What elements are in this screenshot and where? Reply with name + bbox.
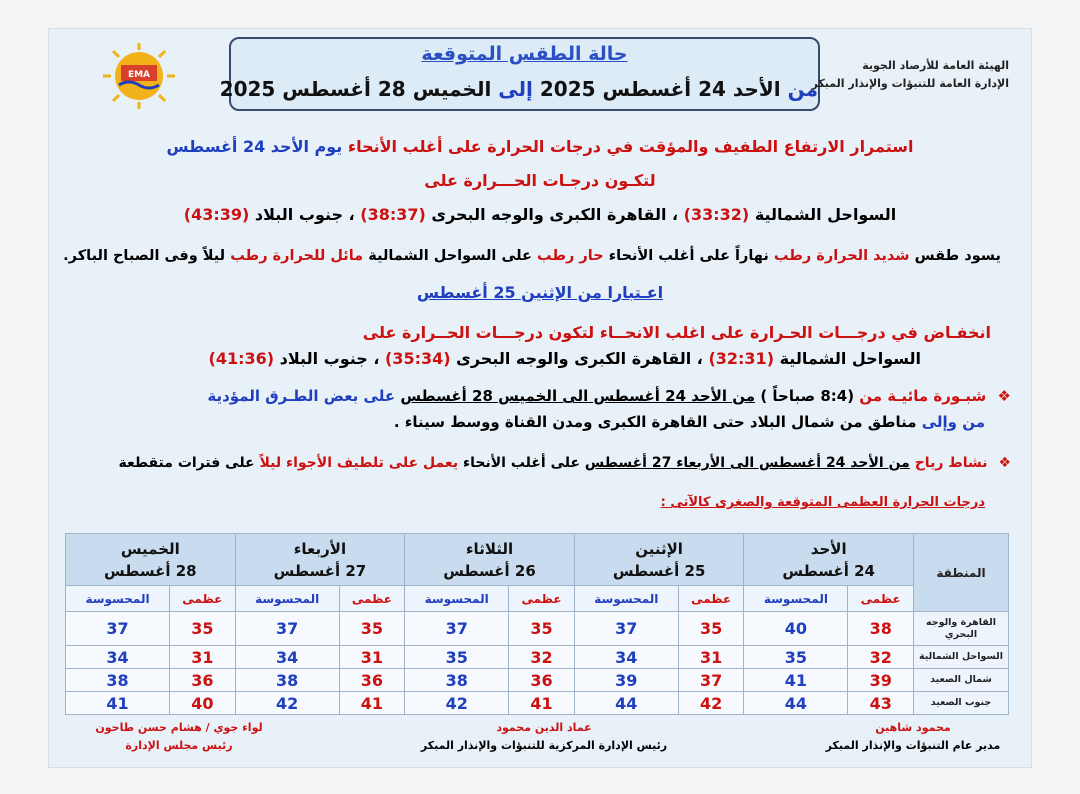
table-row [66, 612, 1009, 646]
region-name: شمال الصعيد [914, 669, 1009, 692]
section3-line1: انخفـاض في درجـــات الحـرارة على اغلب الانحــاء لتكون درجـــات الحــرارة على [362, 323, 991, 342]
max-value: 43 [848, 692, 914, 715]
organization-name: الهيئة العامة للأرصاد الجوية الإدارة العامة للتنبؤات والإنذار المبكر [811, 59, 1009, 90]
feels-like-value: 44 [574, 692, 678, 715]
max-value: 39 [848, 669, 914, 692]
bullet2-line: ❖ نشاط رياح من الأحد 24 أغسطس الى الأربعاء 27 أغسطس على أغلب الأنحاء يعمل على تلطيف الأجواء ليلاً على فترات متقطعة [118, 455, 1011, 471]
feels-like-value: 42 [235, 692, 339, 715]
day-header: الأحد 24 أغسطس [744, 534, 914, 586]
feels-like-value: 35 [405, 646, 509, 669]
feels-like-label: المحسوسة [574, 586, 678, 612]
title-box [219, 37, 820, 111]
day-header: الإثنين 25 أغسطس [574, 534, 744, 586]
feels-like-value: 41 [66, 692, 170, 715]
date-range: من الأحد 24 أغسطس 2025 إلى الخميس 28 أغسطس 2025 [219, 77, 818, 101]
region-name: جنوب الصعيد [914, 692, 1009, 715]
feels-like-value: 37 [405, 612, 509, 646]
max-value: 32 [509, 646, 575, 669]
feels-like-label: المحسوسة [235, 586, 339, 612]
section3-heading: اعـتبارا من الإثنين 25 أغسطس [416, 283, 664, 302]
table-caption: درجات الحرارة العظمى المتوقعة والصغرى كالآتى : [660, 495, 985, 510]
max-value: 41 [339, 692, 405, 715]
max-value: 31 [170, 646, 236, 669]
region-name: القاهرة والوجه البحري [914, 612, 1009, 646]
max-label: عظمى [509, 586, 575, 612]
max-value: 31 [339, 646, 405, 669]
forecast-document [48, 28, 1032, 768]
feels-like-value: 37 [574, 612, 678, 646]
section1-line1: استمرار الارتفاع الطفيف والمؤقت في درجات الحرارة على أغلب الأنحاء يوم الأحد 24 أغسطس [166, 137, 914, 156]
signature-center: عماد الدين محمود رئيس الإدارة المركزية للتنبؤات والإنذار المبكر [420, 721, 668, 752]
feels-like-value: 35 [744, 646, 848, 669]
feels-like-value: 37 [235, 612, 339, 646]
bullet1-diamond-icon: ❖ [997, 387, 1011, 405]
max-value: 31 [678, 646, 744, 669]
bullet2-diamond-icon: ❖ [998, 455, 1011, 471]
max-label: عظمى [170, 586, 236, 612]
feels-like-value: 41 [744, 669, 848, 692]
day-header: الخميس 28 أغسطس [66, 534, 236, 586]
table-row [66, 669, 1009, 692]
feels-like-value: 37 [66, 612, 170, 646]
max-value: 38 [848, 612, 914, 646]
feels-like-value: 42 [405, 692, 509, 715]
region-header: المنطقة [914, 534, 1009, 612]
logo-text: EMA [127, 70, 151, 80]
ema-logo [89, 41, 189, 111]
feels-like-value: 34 [574, 646, 678, 669]
feels-like-label: المحسوسة [744, 586, 848, 612]
max-label: عظمى [339, 586, 405, 612]
bullet1-line2: من وإلى مناطق من شمال البلاد حتى القاهرة الكبرى ومدن القناة ووسط سيناء . [393, 413, 985, 431]
max-value: 36 [170, 669, 236, 692]
signature-left: لواء جوي / هشام حسن طاحون رئيس مجلس الإدارة [95, 721, 263, 752]
section1-line2: لتكـون درجـات الحـــرارة على [424, 171, 656, 190]
max-value: 35 [509, 612, 575, 646]
max-value: 35 [339, 612, 405, 646]
section2-line: يسود طقس شديد الحرارة رطب نهاراً على أغلب الأنحاء حار رطب على السواحل الشمالية مائل للحرارة رطب ليلاً وفى الصباح الباكر. [63, 248, 1001, 264]
table-row [66, 692, 1009, 715]
signature-right: محمود شاهين مدير عام التنبؤات والإنذار المبكر [825, 721, 1001, 752]
feels-like-value: 40 [744, 612, 848, 646]
page-title: حالة الطقس المتوقعة [421, 43, 628, 65]
max-value: 40 [170, 692, 236, 715]
max-value: 41 [509, 692, 575, 715]
max-value: 35 [170, 612, 236, 646]
max-value: 42 [678, 692, 744, 715]
table-row [66, 646, 1009, 669]
day-header: الثلاثاء 26 أغسطس [405, 534, 575, 586]
max-value: 36 [339, 669, 405, 692]
max-value: 32 [848, 646, 914, 669]
feels-like-value: 38 [405, 669, 509, 692]
max-label: عظمى [678, 586, 744, 612]
max-value: 35 [678, 612, 744, 646]
max-label: عظمى [848, 586, 914, 612]
feels-like-value: 44 [744, 692, 848, 715]
feels-like-value: 39 [574, 669, 678, 692]
day-header: الأربعاء 27 أغسطس [235, 534, 405, 586]
feels-like-value: 38 [66, 669, 170, 692]
bullet1-line1: ❖ شبـورة مائيـة من (8:4 صباحاً ) من الأحد 24 أغسطس الى الخميس 28 أغسطس على بعض الطـرق المؤدية [207, 387, 1011, 405]
max-value: 37 [678, 669, 744, 692]
region-name: السواحل الشمالية [914, 646, 1009, 669]
feels-like-label: المحسوسة [405, 586, 509, 612]
feels-like-value: 34 [235, 646, 339, 669]
feels-like-value: 38 [235, 669, 339, 692]
temperature-table [65, 533, 1009, 715]
section3-line2: السواحل الشمالية (32:31) ، القاهرة الكبرى والوجه البحرى (35:34) ، جنوب البلاد (41:36) [208, 349, 921, 368]
section1-line3: السواحل الشمالية (33:32) ، القاهرة الكبرى والوجه البحرى (38:37) ، جنوب البلاد (43:39) [183, 205, 897, 224]
feels-like-value: 34 [66, 646, 170, 669]
max-value: 36 [509, 669, 575, 692]
feels-like-label: المحسوسة [66, 586, 170, 612]
